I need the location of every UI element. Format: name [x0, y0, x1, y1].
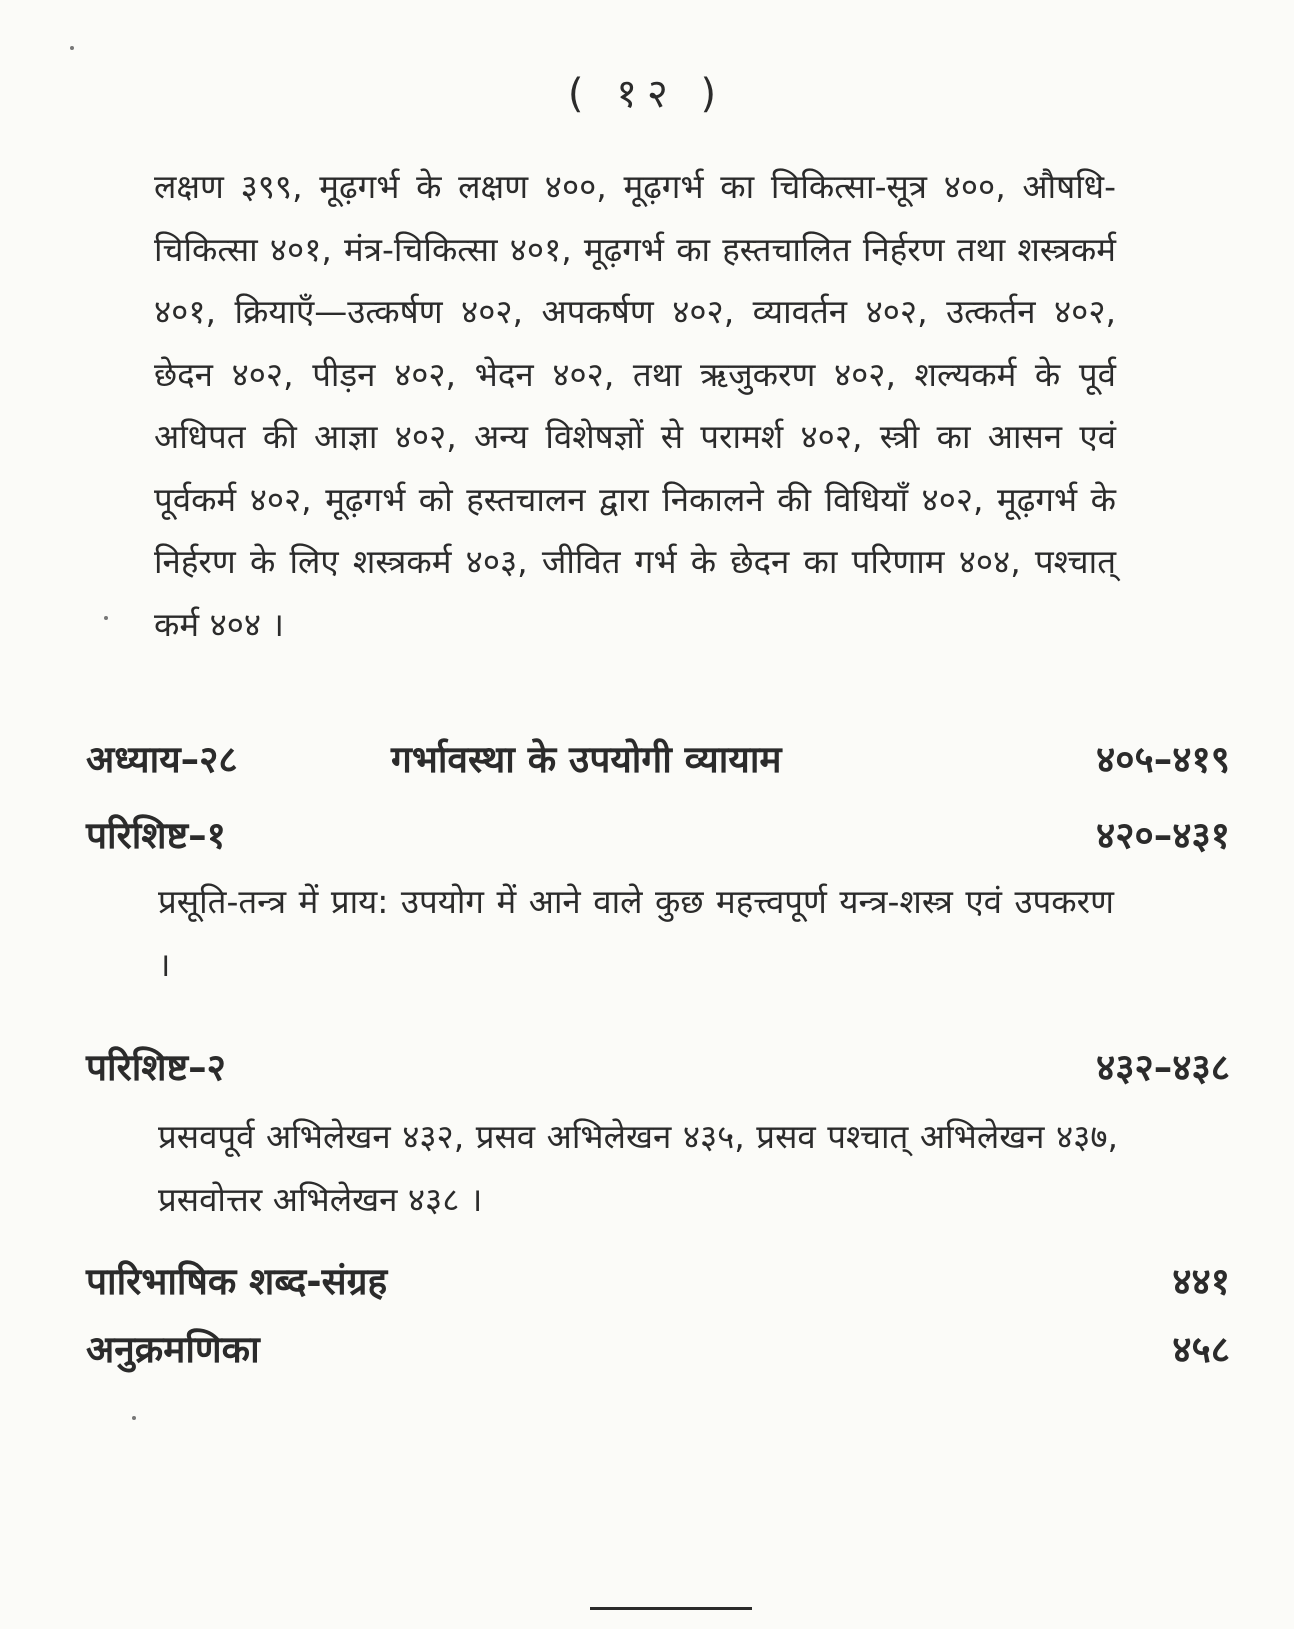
appendix-1-label: परिशिष्ट–१ [86, 814, 226, 857]
index-page: ४५८ [1172, 1328, 1230, 1371]
chapter-27-contents-paragraph: लक्षण ३९९, मूढ़गर्भ के लक्षण ४००, मूढ़गर्भ का चिकित्सा-सूत्र ४००, औषधि-चिकित्सा ४०१, मंत्र-चिकित्सा ४०१, मूढ़गर्भ का हस्तचालित निर्हरण तथा शस्त्रकर्म ४०१, क्रियाएँ—उत्कर्षण ४०२, अपकर्षण ४०२, व्यावर्तन ४०२, उत्कर्तन ४०२, छेदन ४०२, पीड़न ४०२, भेदन ४०२, तथा ऋजुकरण ४०२, शल्यकर्म के पूर्व अधिपत की आज्ञा ४०२, अन्य विशेषज्ञों से परामर्श ४०२, स्त्री का आसन एवं पूर्वकर्म ४०२, मूढ़गर्भ को हस्तचालन द्वारा निकालने की विधियाँ ४०२, मूढ़गर्भ के निर्हरण के लिए शस्त्रकर्म ४०३, जीवित गर्भ के छेदन का परिणाम ४०४, पश्चात् कर्म ४०४ । [154, 167, 1116, 644]
chapter-28-pages: ४०५–४१९ [1096, 738, 1230, 781]
paper-speck [104, 616, 108, 620]
toc-entry-index[interactable] [86, 1322, 1230, 1384]
chapter-28-title: गर्भावस्था के उपयोगी व्यायाम [391, 738, 782, 781]
appendix-2-description: प्रसवपूर्व अभिलेखन ४३२, प्रसव अभिलेखन ४३५, प्रसव पश्चात् अभिलेखन ४३७, प्रसवोत्तर अभिलेखन ४३८ । [158, 1117, 1118, 1219]
appendix-1-description: प्रसूति-तन्त्र में प्राय: उपयोग में आने वाले कुछ महत्त्वपूर्ण यन्त्र-शस्त्र एवं उपकरण । [158, 882, 1114, 984]
toc-entry-glossary[interactable] [86, 1254, 1230, 1316]
paper-speck [70, 46, 74, 50]
appendix-2-label: परिशिष्ट–२ [86, 1046, 226, 1089]
toc-entry-appendix-1[interactable] [86, 808, 1230, 870]
paper-speck [132, 1416, 136, 1420]
glossary-label: पारिभाषिक शब्द-संग्रह [86, 1260, 388, 1303]
appendix-1-pages: ४२०–४३१ [1096, 814, 1230, 857]
appendix-2-pages: ४३२–४३८ [1096, 1046, 1230, 1089]
end-rule [590, 1607, 752, 1610]
page-number: ( १२ ) [567, 71, 727, 117]
index-label: अनुक्रमणिका [86, 1328, 260, 1371]
glossary-page: ४४१ [1172, 1260, 1230, 1303]
chapter-28-label: अध्याय–२८ [86, 738, 238, 781]
toc-entry-appendix-2[interactable] [86, 1040, 1230, 1102]
toc-entry-chapter-28[interactable] [86, 732, 1230, 794]
